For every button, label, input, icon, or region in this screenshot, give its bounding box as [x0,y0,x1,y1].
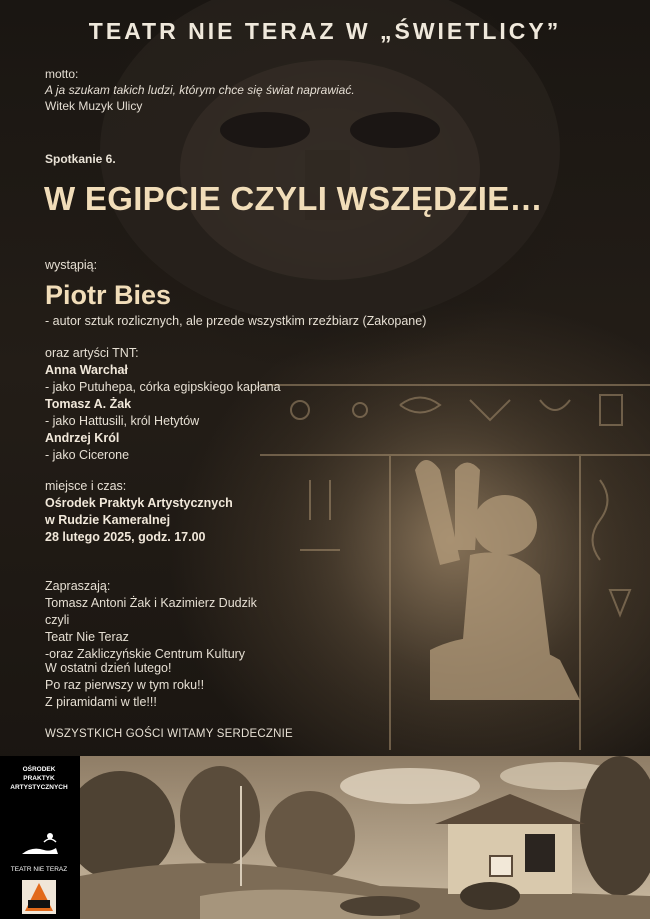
main-performer-desc: - autor sztuk rozlicznych, ale przede wszystkim rzeźbiarz (Zakopane) [45,314,427,328]
closing-line: W ostatni dzień lutego! [45,661,172,675]
artists-block [45,345,281,464]
invite-label: Zapraszają: [45,579,111,593]
artist-name: Andrzej Król [45,431,120,445]
page-title: TEATR NIE TERAZ W „ŚWIETLICY” [88,18,562,44]
zck-logo-icon [22,880,56,914]
main-performer-name: Piotr Bies [45,280,172,310]
artist-role: - jako Putuhepa, córka egipskiego kapłana [45,380,281,394]
performers-intro: wystąpią: [45,258,98,272]
venue-location: w Rudzie Kameralnej [45,513,171,527]
closing-line: Z piramidami w tle!!! [45,695,157,709]
closing-line: Po raz pierwszy w tym roku!! [45,678,205,692]
tnt-figure-logo-icon [20,828,60,858]
artist-role: - jako Hattusili, król Hetytów [45,414,200,428]
artist-item [45,362,281,396]
closing-block [45,660,204,711]
invite-line: -oraz Zakliczyńskie Centrum Kultury [45,647,246,661]
invite-block [45,578,257,663]
opa-logo-text [0,765,78,792]
venue-photo [80,756,650,919]
artist-role: - jako Cicerone [45,448,130,462]
logo-column [0,756,78,919]
tnt-logo-label: TEATR NIE TERAZ [10,866,68,873]
venue-name: Ośrodek Praktyk Artystycznych [45,496,233,510]
artist-name: Anna Warchał [45,363,128,377]
welcome-text: WSZYSTKICH GOŚCI WITAMY SERDECZNIE [45,728,293,740]
artists-intro: oraz artyści TNT: [45,346,139,360]
opa-line: OŚRODEK [22,766,56,773]
artist-item [45,396,281,430]
venue-label: miejsce i czas: [45,479,127,493]
opa-line: ARTYSTYCZNYCH [10,784,68,791]
motto-block [45,66,355,114]
artist-name: Tomasz A. Żak [45,397,132,411]
motto-author: Witek Muzyk Ulicy [45,99,143,113]
opa-line: PRAKTYK [23,775,55,782]
invite-line: czyli [45,613,70,627]
motto-label: motto: [45,67,79,81]
footer-strip [0,756,650,919]
venue-block [45,478,233,546]
venue-datetime: 28 lutego 2025, godz. 17.00 [45,530,206,544]
artist-item [45,430,281,464]
motto-quote: A ja szukam takich ludzi, którym chce się świat naprawiać. [45,83,355,97]
meeting-number: Spotkanie 6. [45,152,116,166]
event-headline: W EGIPCIE CZYLI WSZĘDZIE… [44,180,543,217]
invite-line: Tomasz Antoni Żak i Kazimierz Dudzik [45,596,257,610]
invite-line: Teatr Nie Teraz [45,630,129,644]
